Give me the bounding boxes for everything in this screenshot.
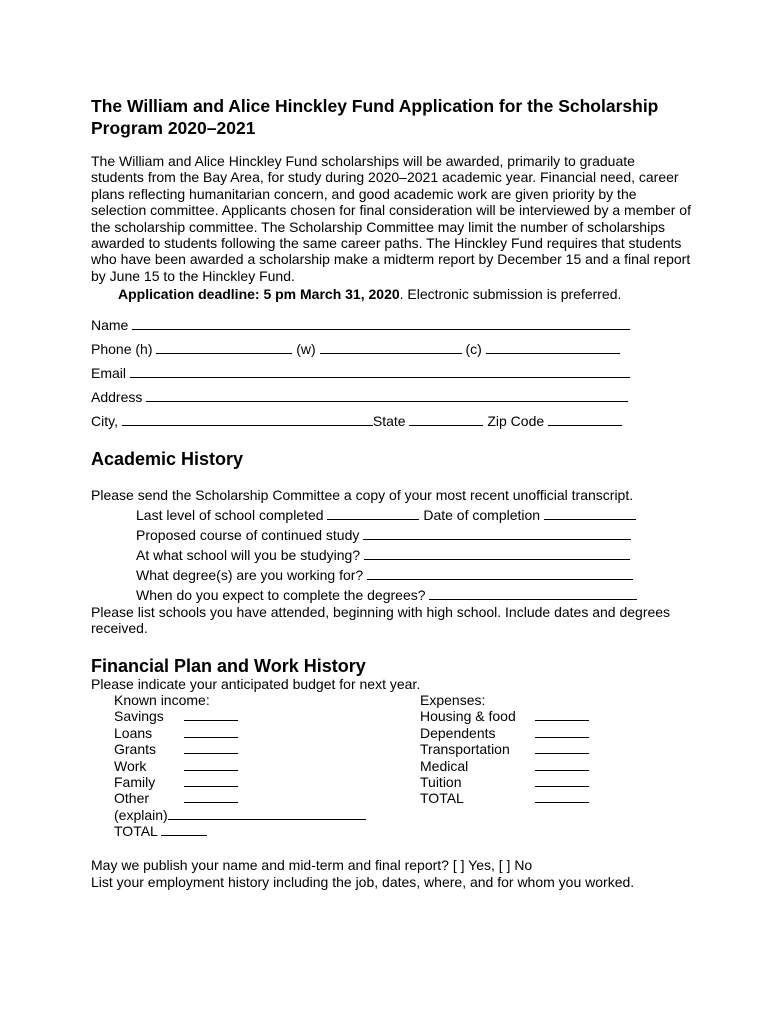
income-item-other: Other <box>114 790 150 806</box>
publish-text: May we publish your name and mid-term and final report? [ ] Yes, [ ] No <box>91 857 533 873</box>
explain-label: (explain) <box>114 807 168 823</box>
transcript-text: Please send the Scholarship Committee a copy of your most recent unofficial transcript. <box>91 487 634 503</box>
grants-field[interactable] <box>184 741 238 754</box>
medical-field[interactable] <box>535 758 589 771</box>
address-label: Address <box>91 389 143 405</box>
academic-heading: Academic History <box>91 449 244 469</box>
complete-field[interactable] <box>429 587 637 600</box>
intro-paragraph: The William and Alice Hinckley Fund scholarships will be awarded, primarily to graduate students from the Bay Area, for study during 2020–2021 academic year. Financial need, career plans reflecting humanitarian concern, and good academic work are given priority by the selection committee. Applicants chosen for final consideration will be interviewed by a member of the scholarship committee. The Scholarship Committee may limit the number of scholarships awarded to students following the same career paths. The Hinckley Fund requires that students who have been awarded a scholarship make a midterm report by December 15 and a final report by June 15 to the Hinckley Fund. <box>91 153 691 284</box>
page-title: The William and Alice Hinckley Fund Application for the Scholarship Program 2020–2021 <box>91 96 659 138</box>
state-label: State <box>372 413 406 429</box>
expense-item-transportation: Transportation <box>420 741 510 757</box>
degree-label: What degree(s) are you working for? <box>136 567 364 583</box>
income-total-label: TOTAL <box>114 823 158 839</box>
dependents-field[interactable] <box>535 725 589 738</box>
last-level-label: Last level of school completed <box>136 507 324 523</box>
phone-c-label: (c) <box>465 341 482 357</box>
income-item-savings: Savings <box>114 708 164 724</box>
income-total-row <box>114 823 207 839</box>
email-row <box>91 365 630 381</box>
budget-text: Please indicate your anticipated budget for next year. <box>91 676 421 692</box>
expense-total-field[interactable] <box>535 790 589 803</box>
zip-field[interactable] <box>548 413 622 426</box>
income-heading: Known income: <box>114 692 210 708</box>
explain-row <box>114 807 366 823</box>
email-field[interactable] <box>130 365 630 378</box>
employment-text: List your employment history including the job, dates, where, and for whom you worked. <box>91 874 635 890</box>
deadline-rest: . Electronic submission is preferred. <box>399 286 622 302</box>
housing-field[interactable] <box>535 708 589 721</box>
family-field[interactable] <box>184 774 238 787</box>
zip-label: Zip Code <box>487 413 545 429</box>
name-label: Name <box>91 317 129 333</box>
address-row <box>91 389 628 405</box>
email-label: Email <box>91 365 127 381</box>
complete-label: When do you expect to complete the degrees? <box>136 587 426 603</box>
expense-item-housing: Housing & food <box>420 708 516 724</box>
income-item-family: Family <box>114 774 156 790</box>
date-completion-field[interactable] <box>544 507 636 520</box>
city-row <box>91 413 622 429</box>
name-field[interactable] <box>132 317 630 330</box>
transportation-field[interactable] <box>535 741 589 754</box>
address-field[interactable] <box>146 389 628 402</box>
financial-heading: Financial Plan and Work History <box>91 656 366 676</box>
income-item-work: Work <box>114 758 147 774</box>
last-level-row <box>136 507 636 523</box>
course-field[interactable] <box>363 527 631 540</box>
loans-field[interactable] <box>184 725 238 738</box>
city-field[interactable] <box>122 413 373 426</box>
course-row <box>136 527 631 543</box>
explain-field[interactable] <box>168 807 366 820</box>
phone-h-label: Phone (h) <box>91 341 153 357</box>
tuition-field[interactable] <box>535 774 589 787</box>
date-completion-label: Date of completion <box>423 507 541 523</box>
complete-row <box>136 587 637 603</box>
last-level-field[interactable] <box>327 507 419 520</box>
income-item-loans: Loans <box>114 725 153 741</box>
name-row <box>91 317 630 333</box>
deadline-bold: Application deadline: 5 pm March 31, 2020 <box>118 286 400 302</box>
work-field[interactable] <box>184 758 238 771</box>
course-label: Proposed course of continued study <box>136 527 360 543</box>
schools-text: Please list schools you have attended, beginning with high school. Include dates and degrees received. <box>91 604 671 637</box>
income-item-grants: Grants <box>114 741 157 757</box>
degree-row <box>136 567 633 583</box>
other-field[interactable] <box>184 790 238 803</box>
expense-item-medical: Medical <box>420 758 469 774</box>
school-row <box>136 547 630 563</box>
city-label: City, <box>91 413 118 429</box>
state-field[interactable] <box>409 413 483 426</box>
phone-row <box>91 341 620 357</box>
phone-c-field[interactable] <box>486 341 620 354</box>
phone-w-field[interactable] <box>320 341 462 354</box>
expenses-heading: Expenses: <box>420 692 486 708</box>
phone-h-field[interactable] <box>156 341 292 354</box>
school-field[interactable] <box>364 547 630 560</box>
deadline-line <box>118 286 621 302</box>
phone-w-label: (w) <box>296 341 316 357</box>
income-total-field[interactable] <box>161 823 207 836</box>
expense-item-total: TOTAL <box>420 790 464 806</box>
degree-field[interactable] <box>367 567 633 580</box>
school-label: At what school will you be studying? <box>136 547 361 563</box>
savings-field[interactable] <box>184 708 238 721</box>
expense-item-tuition: Tuition <box>420 774 462 790</box>
expense-item-dependents: Dependents <box>420 725 496 741</box>
